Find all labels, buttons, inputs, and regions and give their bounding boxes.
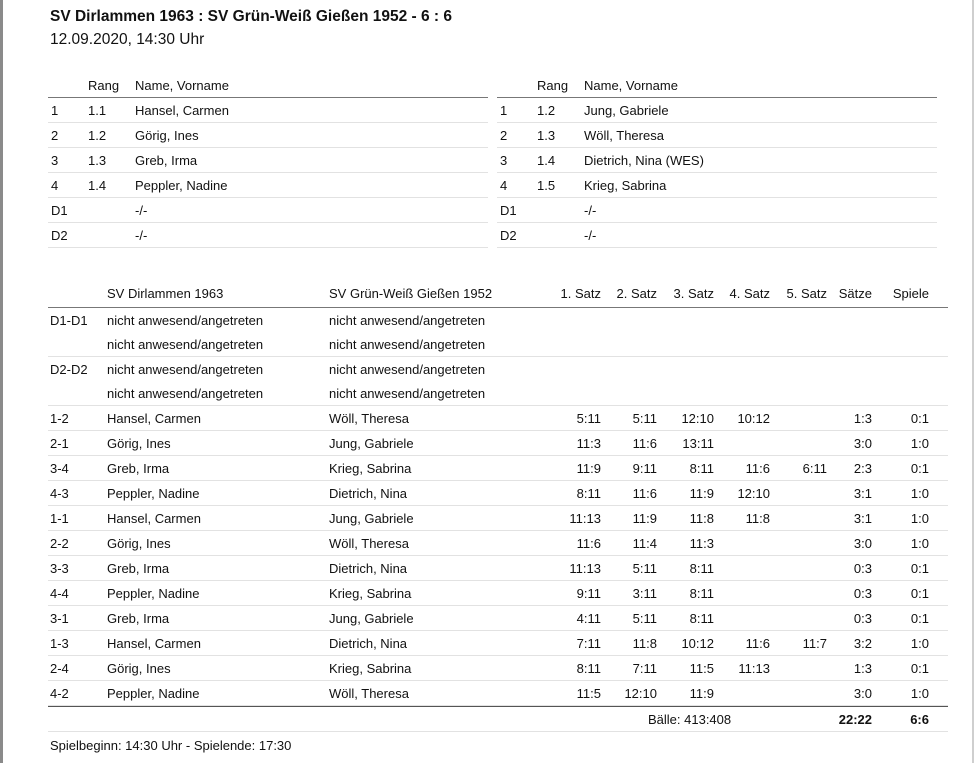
doubles-row: [48, 381, 948, 406]
lineup-position: 2: [51, 128, 59, 143]
games-total: 6:6: [910, 712, 929, 727]
games-result: 1:0: [910, 636, 929, 651]
match-code: 2-1: [50, 436, 69, 451]
set2-score: 5:11: [632, 411, 657, 426]
home-player: Görig, Ines: [107, 661, 171, 676]
lineup-player: -/-: [584, 203, 597, 218]
away-player: Jung, Gabriele: [329, 611, 414, 626]
home-team-header: SV Dirlammen 1963: [107, 286, 224, 301]
lineup-position: 3: [51, 153, 59, 168]
away-player: Dietrich, Nina: [329, 636, 408, 651]
set2-score: 11:9: [632, 511, 657, 526]
home-player: nicht anwesend/angetreten: [107, 337, 264, 352]
lineup-position: 4: [51, 178, 59, 193]
sets-result: 3:1: [853, 511, 872, 526]
home-player: nicht anwesend/angetreten: [107, 362, 264, 377]
lineup-player: -/-: [135, 203, 148, 218]
home-player: Peppler, Nadine: [107, 586, 200, 601]
set4-score: 11:6: [745, 461, 770, 476]
home-player: Hansel, Carmen: [107, 636, 201, 651]
match-code: D2-D2: [50, 362, 88, 377]
lineup-row: [497, 123, 937, 148]
lineup-row: [497, 173, 937, 198]
away-player: Dietrich, Nina: [329, 561, 408, 576]
lineup-player: Hansel, Carmen: [135, 103, 229, 118]
set1-score: 9:11: [576, 586, 601, 601]
lineup-position: 2: [500, 128, 508, 143]
games-result: 0:1: [910, 611, 929, 626]
set2-score: 11:6: [632, 486, 657, 501]
away-player: Dietrich, Nina: [329, 486, 408, 501]
lineup-position: 4: [500, 178, 508, 193]
home-player: nicht anwesend/angetreten: [107, 313, 264, 328]
lineup-player: -/-: [135, 228, 148, 243]
match-code: 1-3: [50, 636, 69, 651]
lineup-player: Krieg, Sabrina: [584, 178, 667, 193]
set3-score: 11:3: [689, 536, 714, 551]
home-player: Görig, Ines: [107, 536, 171, 551]
set2-score: 3:11: [632, 586, 657, 601]
away-player: Krieg, Sabrina: [329, 586, 412, 601]
lineup-row: [497, 98, 937, 123]
results-header: [48, 281, 948, 308]
lineup-player: Jung, Gabriele: [584, 103, 669, 118]
lineup-row: [48, 223, 488, 248]
set3-score: 8:11: [689, 461, 714, 476]
lineup-player: Dietrich, Nina (WES): [584, 153, 704, 168]
set2-header: 2. Satz: [616, 286, 657, 301]
games-result: 1:0: [910, 436, 929, 451]
singles-list: [48, 406, 948, 706]
set2-score: 5:11: [632, 611, 657, 626]
games-result: 0:1: [910, 461, 929, 476]
window-left-border: [0, 0, 3, 763]
games-result: 1:0: [910, 511, 929, 526]
home-player: Peppler, Nadine: [107, 686, 200, 701]
set2-score: 5:11: [632, 561, 657, 576]
rank-header: Rang: [88, 78, 120, 93]
games-result: 1:0: [910, 486, 929, 501]
set1-score: 11:13: [569, 511, 601, 526]
set3-score: 10:12: [681, 636, 714, 651]
set2-score: 11:8: [632, 636, 657, 651]
games-result: 0:1: [910, 411, 929, 426]
set3-score: 8:11: [689, 561, 714, 576]
set1-score: 11:5: [576, 686, 601, 701]
set4-score: 11:13: [738, 661, 770, 676]
set4-header: 4. Satz: [729, 286, 770, 301]
away-player: nicht anwesend/angetreten: [329, 362, 486, 377]
lineup-header: [48, 73, 488, 98]
home-player: nicht anwesend/angetreten: [107, 386, 264, 401]
lineup-player: Greb, Irma: [135, 153, 198, 168]
set3-score: 11:5: [689, 661, 714, 676]
lineup-rank: 1.2: [537, 103, 556, 118]
sets-result: 0:3: [853, 611, 872, 626]
doubles-row: [48, 332, 948, 357]
set4-score: 11:8: [745, 511, 770, 526]
singles-row: [48, 431, 948, 456]
lineup-row: [48, 173, 488, 198]
set4-score: 12:10: [737, 486, 770, 501]
set3-score: 12:10: [681, 411, 714, 426]
sets-result: 3:0: [853, 686, 872, 701]
lineup-player: Peppler, Nadine: [135, 178, 228, 193]
set5-score: 6:11: [802, 461, 827, 476]
doubles-row: [48, 357, 948, 381]
singles-row: [48, 556, 948, 581]
games-result: 0:1: [910, 661, 929, 676]
lineup-position: D1: [500, 203, 517, 218]
lineup-rank: 1.3: [88, 153, 107, 168]
match-code: 2-2: [50, 536, 69, 551]
singles-row: [48, 456, 948, 481]
set2-score: 12:10: [624, 686, 657, 701]
singles-row: [48, 606, 948, 631]
sets-result: 1:3: [853, 661, 872, 676]
singles-row: [48, 631, 948, 656]
sets-result: 2:3: [853, 461, 872, 476]
match-title: SV Dirlammen 1963 : SV Grün-Weiß Gießen 1952 - 6 : 6: [50, 8, 452, 25]
lineup-position: D2: [51, 228, 68, 243]
home-player: Hansel, Carmen: [107, 511, 201, 526]
away-player: nicht anwesend/angetreten: [329, 313, 486, 328]
home-player: Peppler, Nadine: [107, 486, 200, 501]
home-player: Görig, Ines: [107, 436, 171, 451]
set2-score: 9:11: [632, 461, 657, 476]
lineup-row: [48, 98, 488, 123]
away-team-header: SV Grün-Weiß Gießen 1952: [329, 286, 493, 301]
set1-score: 8:11: [576, 486, 601, 501]
lineup-rank: 1.4: [537, 153, 556, 168]
away-player: Wöll, Theresa: [329, 536, 409, 551]
away-player: nicht anwesend/angetreten: [329, 386, 486, 401]
set1-score: 8:11: [576, 661, 601, 676]
singles-row: [48, 506, 948, 531]
home-player: Greb, Irma: [107, 561, 170, 576]
set1-score: 5:11: [576, 411, 601, 426]
lineup-row: [497, 148, 937, 173]
sets-total: 22:22: [838, 712, 872, 727]
home-player: Hansel, Carmen: [107, 411, 201, 426]
games-header: Spiele: [892, 286, 929, 301]
match-code: 4-2: [50, 686, 69, 701]
match-time-footer: Spielbeginn: 14:30 Uhr - Spielende: 17:30: [50, 738, 292, 753]
home-player: Greb, Irma: [107, 461, 170, 476]
set1-score: 11:6: [576, 536, 601, 551]
match-code: 3-4: [50, 461, 69, 476]
set3-score: 11:9: [689, 486, 714, 501]
doubles-row: [48, 308, 948, 332]
lineup-position: 1: [51, 103, 59, 118]
set2-score: 11:6: [632, 436, 657, 451]
away-player: Wöll, Theresa: [329, 686, 409, 701]
games-result: 0:1: [910, 561, 929, 576]
lineup-rank: 1.2: [88, 128, 107, 143]
match-code: 1-2: [50, 411, 69, 426]
lineup-rank: 1.3: [537, 128, 556, 143]
lineup-player: -/-: [584, 228, 597, 243]
lineup-header: [497, 73, 937, 98]
lineup-rank: 1.4: [88, 178, 107, 193]
set1-score: 7:11: [576, 636, 601, 651]
lineup-player: Wöll, Theresa: [584, 128, 664, 143]
away-player: Krieg, Sabrina: [329, 661, 412, 676]
games-result: 1:0: [910, 686, 929, 701]
set2-score: 7:11: [632, 661, 657, 676]
set3-score: 13:11: [682, 436, 714, 451]
singles-row: [48, 406, 948, 431]
lineup-row: [48, 198, 488, 223]
lineup-player: Görig, Ines: [135, 128, 199, 143]
singles-row: [48, 581, 948, 606]
set3-score: 11:8: [689, 511, 714, 526]
singles-row: [48, 481, 948, 506]
singles-row: [48, 681, 948, 706]
set1-score: 11:9: [576, 461, 601, 476]
match-code: 1-1: [50, 511, 69, 526]
lineup-position: 3: [500, 153, 508, 168]
rank-header: Rang: [537, 78, 569, 93]
away-player: Wöll, Theresa: [329, 411, 409, 426]
sets-result: 3:0: [853, 436, 872, 451]
lineup-rank: 1.5: [537, 178, 556, 193]
set1-score: 11:13: [569, 561, 601, 576]
away-player: Jung, Gabriele: [329, 511, 414, 526]
lineup-position: D1: [51, 203, 68, 218]
match-datetime: 12.09.2020, 14:30 Uhr: [50, 31, 205, 48]
sets-result: 3:1: [853, 486, 872, 501]
home-player: Greb, Irma: [107, 611, 170, 626]
sets-result: 1:3: [853, 411, 872, 426]
away-player: Jung, Gabriele: [329, 436, 414, 451]
home-lineup-table: [48, 73, 488, 248]
name-header: Name, Vorname: [584, 78, 678, 93]
set3-score: 11:9: [689, 686, 714, 701]
games-result: 1:0: [910, 536, 929, 551]
set1-header: 1. Satz: [560, 286, 601, 301]
singles-row: [48, 531, 948, 556]
lineup-position: D2: [500, 228, 517, 243]
set1-score: 4:11: [576, 611, 601, 626]
set5-header: 5. Satz: [786, 286, 827, 301]
match-code: 4-3: [50, 486, 69, 501]
set3-score: 8:11: [689, 611, 714, 626]
lineup-rank: 1.1: [88, 103, 107, 118]
sets-result: 0:3: [853, 586, 872, 601]
set2-score: 11:4: [632, 536, 657, 551]
name-header: Name, Vorname: [135, 78, 229, 93]
set5-score: 11:7: [802, 636, 827, 651]
match-code: D1-D1: [50, 313, 88, 328]
away-player: nicht anwesend/angetreten: [329, 337, 486, 352]
sets-result: 3:0: [853, 536, 872, 551]
sets-result: 0:3: [853, 561, 872, 576]
totals-row: [48, 706, 948, 732]
set4-score: 11:6: [745, 636, 770, 651]
sets-result: 3:2: [853, 636, 872, 651]
lineup-row: [48, 148, 488, 173]
lineup-row: [497, 198, 937, 223]
set4-score: 10:12: [737, 411, 770, 426]
set1-score: 11:3: [576, 436, 601, 451]
lineup-row: [48, 123, 488, 148]
match-code: 2-4: [50, 661, 69, 676]
lineup-row: [497, 223, 937, 248]
balls-total: Bälle: 413:408: [648, 712, 732, 727]
away-lineup-table: [497, 73, 937, 248]
set3-score: 8:11: [689, 586, 714, 601]
away-player: Krieg, Sabrina: [329, 461, 412, 476]
match-results-table: [48, 281, 948, 732]
set3-header: 3. Satz: [673, 286, 714, 301]
games-result: 0:1: [910, 586, 929, 601]
lineup-position: 1: [500, 103, 508, 118]
singles-row: [48, 656, 948, 681]
match-code: 4-4: [50, 586, 69, 601]
match-code: 3-1: [50, 611, 69, 626]
match-code: 3-3: [50, 561, 69, 576]
sets-header: Sätze: [838, 286, 872, 301]
